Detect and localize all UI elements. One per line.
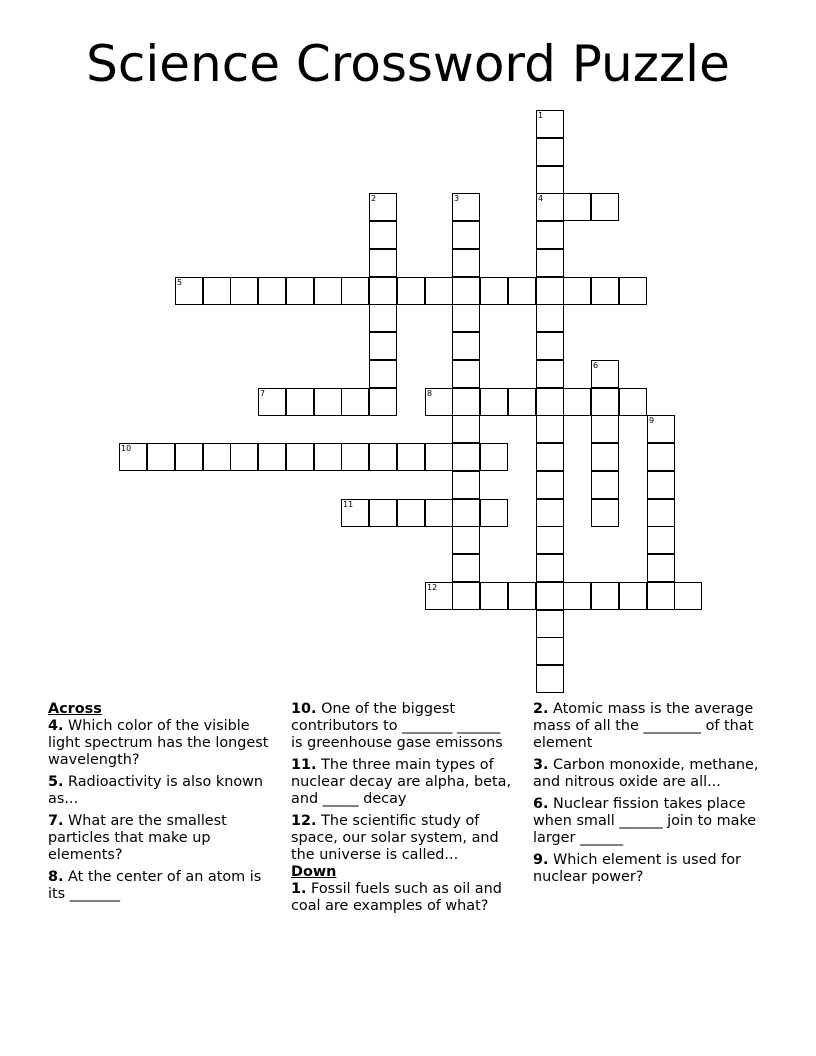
down-clue bbox=[533, 852, 768, 886]
grid-cell[interactable] bbox=[536, 610, 564, 638]
across-clue bbox=[48, 869, 280, 903]
clue-text: Carbon monoxide, methane, and nitrous oxide are all... bbox=[533, 757, 759, 790]
grid-cell[interactable] bbox=[452, 221, 480, 249]
grid-cell[interactable] bbox=[536, 110, 564, 138]
grid-cell[interactable] bbox=[175, 277, 203, 305]
grid-cell[interactable] bbox=[369, 388, 397, 416]
grid-cell[interactable] bbox=[425, 388, 453, 416]
clue-text: Fossil fuels such as oil and coal are examples of what? bbox=[291, 881, 502, 914]
grid-cell[interactable] bbox=[425, 443, 453, 471]
clue-number-label: 2. bbox=[533, 701, 549, 717]
grid-cell[interactable] bbox=[536, 582, 564, 610]
clue-number-label: 4. bbox=[48, 718, 64, 734]
grid-cell[interactable] bbox=[341, 499, 369, 527]
grid-cell[interactable] bbox=[591, 582, 619, 610]
clues-column-3 bbox=[533, 701, 768, 891]
grid-cell[interactable] bbox=[452, 277, 480, 305]
clue-text: Atomic mass is the average mass of all the ________ of that element bbox=[533, 701, 754, 751]
across-clue bbox=[291, 813, 516, 864]
grid-cell[interactable] bbox=[619, 582, 647, 610]
grid-cell[interactable] bbox=[258, 388, 286, 416]
grid-cell[interactable] bbox=[619, 277, 647, 305]
grid-cell[interactable] bbox=[536, 360, 564, 388]
clues-column-2 bbox=[291, 701, 516, 920]
across-heading: Across bbox=[48, 701, 102, 717]
grid-cell[interactable] bbox=[563, 388, 591, 416]
grid-cell[interactable] bbox=[369, 277, 397, 305]
clue-text: At the center of an atom is its _______ bbox=[48, 869, 262, 902]
grid-cell[interactable] bbox=[647, 582, 675, 610]
grid-cell[interactable] bbox=[563, 193, 591, 221]
grid-cell[interactable] bbox=[647, 499, 675, 527]
grid-cell[interactable] bbox=[452, 193, 480, 221]
grid-cell[interactable] bbox=[591, 415, 619, 443]
grid-cell[interactable] bbox=[452, 471, 480, 499]
grid-cell[interactable] bbox=[452, 249, 480, 277]
clue-text: The three main types of nuclear decay are alpha, beta, and _____ decay bbox=[291, 757, 512, 807]
grid-cell[interactable] bbox=[286, 443, 314, 471]
across-clue bbox=[48, 774, 280, 808]
grid-cell[interactable] bbox=[536, 665, 564, 693]
grid-cell[interactable] bbox=[425, 499, 453, 527]
clue-text: One of the biggest contributors to _______ ______ is greenhouse gase emissons bbox=[291, 701, 503, 751]
clue-number-label: 1. bbox=[291, 881, 307, 897]
grid-cell[interactable] bbox=[591, 277, 619, 305]
grid-cell[interactable] bbox=[341, 443, 369, 471]
grid-cell[interactable] bbox=[536, 304, 564, 332]
grid-cell[interactable] bbox=[674, 582, 702, 610]
grid-cell[interactable] bbox=[119, 443, 147, 471]
grid-cell[interactable] bbox=[203, 277, 231, 305]
grid-cell[interactable] bbox=[536, 332, 564, 360]
grid-cell[interactable] bbox=[536, 277, 564, 305]
grid-cell[interactable] bbox=[147, 443, 175, 471]
clue-number-label: 3. bbox=[533, 757, 549, 773]
down-clue bbox=[533, 757, 768, 791]
clue-number: 2 bbox=[371, 194, 377, 203]
grid-cell[interactable] bbox=[647, 443, 675, 471]
grid-cell[interactable] bbox=[480, 499, 508, 527]
grid-cell[interactable] bbox=[452, 332, 480, 360]
grid-cell[interactable] bbox=[230, 277, 258, 305]
grid-cell[interactable] bbox=[536, 193, 564, 221]
clue-number: 4 bbox=[538, 194, 544, 203]
grid-cell[interactable] bbox=[369, 193, 397, 221]
grid-cell[interactable] bbox=[536, 415, 564, 443]
grid-cell[interactable] bbox=[369, 332, 397, 360]
clue-number-label: 10. bbox=[291, 701, 317, 717]
grid-cell[interactable] bbox=[314, 388, 342, 416]
grid-cell[interactable] bbox=[397, 277, 425, 305]
across-clue bbox=[291, 701, 516, 752]
clue-number: 8 bbox=[427, 389, 433, 398]
grid-cell[interactable] bbox=[341, 388, 369, 416]
grid-cell[interactable] bbox=[480, 443, 508, 471]
grid-cell[interactable] bbox=[452, 582, 480, 610]
clues-column-1 bbox=[48, 701, 280, 908]
grid-cell[interactable] bbox=[314, 443, 342, 471]
clue-number: 12 bbox=[427, 583, 438, 592]
across-clue-list bbox=[48, 718, 280, 903]
grid-cell[interactable] bbox=[591, 499, 619, 527]
grid-cell[interactable] bbox=[536, 388, 564, 416]
grid-cell[interactable] bbox=[452, 304, 480, 332]
clue-text: What are the smallest particles that make up elements? bbox=[48, 813, 227, 863]
clue-text: Which element is used for nuclear power? bbox=[533, 852, 741, 885]
grid-cell[interactable] bbox=[508, 277, 536, 305]
grid-cell[interactable] bbox=[341, 277, 369, 305]
grid-cell[interactable] bbox=[480, 388, 508, 416]
grid-cell[interactable] bbox=[563, 277, 591, 305]
page-title: Science Crossword Puzzle bbox=[86, 35, 730, 93]
grid-cell[interactable] bbox=[619, 388, 647, 416]
grid-cell[interactable] bbox=[480, 582, 508, 610]
grid-cell[interactable] bbox=[314, 277, 342, 305]
clue-text: The scientific study of space, our solar system, and the universe is called... bbox=[291, 813, 499, 863]
grid-cell[interactable] bbox=[175, 443, 203, 471]
clue-number: 9 bbox=[649, 416, 655, 425]
grid-cell[interactable] bbox=[425, 582, 453, 610]
clue-number-label: 6. bbox=[533, 796, 549, 812]
down-clue bbox=[533, 701, 768, 752]
grid-cell[interactable] bbox=[452, 499, 480, 527]
down-clue-list-continued bbox=[533, 701, 768, 886]
grid-cell[interactable] bbox=[508, 388, 536, 416]
clue-number-label: 5. bbox=[48, 774, 64, 790]
grid-cell[interactable] bbox=[258, 277, 286, 305]
grid-cell[interactable] bbox=[452, 526, 480, 554]
clue-text: Radioactivity is also known as... bbox=[48, 774, 264, 807]
grid-cell[interactable] bbox=[203, 443, 231, 471]
grid-cell[interactable] bbox=[536, 554, 564, 582]
grid-cell[interactable] bbox=[647, 526, 675, 554]
grid-cell[interactable] bbox=[536, 249, 564, 277]
grid-cell[interactable] bbox=[369, 499, 397, 527]
clue-text: Nuclear fission takes place when small ______ join to make larger ______ bbox=[533, 796, 757, 846]
grid-cell[interactable] bbox=[452, 415, 480, 443]
clue-number-label: 9. bbox=[533, 852, 549, 868]
grid-cell[interactable] bbox=[452, 443, 480, 471]
clue-number-label: 7. bbox=[48, 813, 64, 829]
grid-cell[interactable] bbox=[397, 499, 425, 527]
grid-cell[interactable] bbox=[536, 499, 564, 527]
clue-number: 10 bbox=[121, 444, 132, 453]
grid-cell[interactable] bbox=[369, 249, 397, 277]
grid-cell[interactable] bbox=[647, 554, 675, 582]
clue-number: 6 bbox=[593, 361, 599, 370]
grid-cell[interactable] bbox=[591, 193, 619, 221]
clue-number: 7 bbox=[260, 389, 266, 398]
clue-number: 11 bbox=[343, 500, 354, 509]
grid-cell[interactable] bbox=[536, 471, 564, 499]
grid-cell[interactable] bbox=[480, 277, 508, 305]
grid-cell[interactable] bbox=[563, 582, 591, 610]
across-clue bbox=[48, 718, 280, 769]
grid-cell[interactable] bbox=[591, 360, 619, 388]
clue-number: 5 bbox=[177, 278, 183, 287]
grid-cell[interactable] bbox=[369, 304, 397, 332]
down-clue bbox=[291, 881, 516, 915]
grid-cell[interactable] bbox=[536, 526, 564, 554]
grid-cell[interactable] bbox=[536, 443, 564, 471]
grid-cell[interactable] bbox=[369, 443, 397, 471]
down-clue bbox=[533, 796, 768, 847]
grid-cell[interactable] bbox=[508, 582, 536, 610]
grid-cell[interactable] bbox=[369, 360, 397, 388]
grid-cell[interactable] bbox=[258, 443, 286, 471]
clue-number: 3 bbox=[454, 194, 460, 203]
clue-number-label: 11. bbox=[291, 757, 317, 773]
grid-cell[interactable] bbox=[452, 388, 480, 416]
grid-cell[interactable] bbox=[536, 637, 564, 665]
grid-cell[interactable] bbox=[286, 277, 314, 305]
clue-number-label: 8. bbox=[48, 869, 64, 885]
grid-cell[interactable] bbox=[591, 388, 619, 416]
grid-cell[interactable] bbox=[452, 554, 480, 582]
down-heading: Down bbox=[291, 864, 337, 880]
grid-cell[interactable] bbox=[591, 471, 619, 499]
grid-cell[interactable] bbox=[369, 221, 397, 249]
grid-cell[interactable] bbox=[452, 360, 480, 388]
grid-cell[interactable] bbox=[647, 415, 675, 443]
down-clue-list bbox=[291, 881, 516, 915]
grid-cell[interactable] bbox=[536, 221, 564, 249]
grid-cell[interactable] bbox=[397, 443, 425, 471]
clue-number: 1 bbox=[538, 111, 544, 120]
grid-cell[interactable] bbox=[647, 471, 675, 499]
grid-cell[interactable] bbox=[230, 443, 258, 471]
across-clue bbox=[48, 813, 280, 864]
grid-cell[interactable] bbox=[286, 388, 314, 416]
across-clue-list-continued bbox=[291, 701, 516, 864]
grid-cell[interactable] bbox=[536, 166, 564, 194]
across-clue bbox=[291, 757, 516, 808]
grid-cell[interactable] bbox=[425, 277, 453, 305]
grid-cell[interactable] bbox=[536, 138, 564, 166]
clue-text: Which color of the visible light spectrum has the longest wavelength? bbox=[48, 718, 269, 768]
grid-cell[interactable] bbox=[591, 443, 619, 471]
clue-number-label: 12. bbox=[291, 813, 317, 829]
